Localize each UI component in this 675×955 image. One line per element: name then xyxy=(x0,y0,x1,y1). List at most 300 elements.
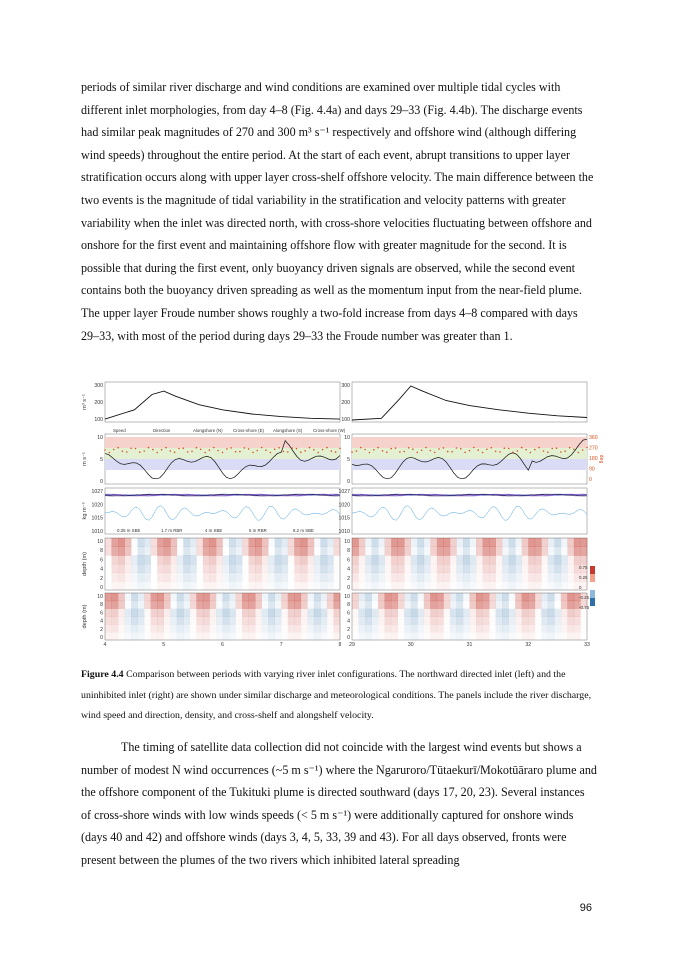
velocity-cell xyxy=(437,547,444,556)
velocity-cell xyxy=(522,564,529,573)
velocity-cell xyxy=(483,573,490,582)
velocity-cell xyxy=(268,538,275,547)
density-line-1-0 xyxy=(352,506,587,521)
depth-tick-a-1-3: 4 xyxy=(347,566,350,573)
velocity-cell xyxy=(502,564,509,573)
velocity-cell xyxy=(229,581,236,590)
direction-dot xyxy=(226,448,228,450)
depth-tick-a-0-4: 2 xyxy=(100,575,103,582)
velocity-cell xyxy=(236,564,243,573)
velocity-cell xyxy=(314,564,321,573)
colorbar-tick-1: 0.25 xyxy=(579,575,588,580)
velocity-cell xyxy=(535,624,542,632)
velocity-cell xyxy=(262,609,269,617)
velocity-cell xyxy=(509,601,516,609)
velocity-cell xyxy=(334,581,341,590)
velocity-cell xyxy=(249,564,256,573)
velocity-cell xyxy=(411,581,418,590)
direction-dot xyxy=(230,447,232,449)
velocity-cell xyxy=(262,547,269,556)
velocity-cell xyxy=(515,601,522,609)
direction-dot xyxy=(130,448,132,450)
velocity-cell xyxy=(177,617,184,625)
velocity-cell xyxy=(378,581,385,590)
velocity-cell xyxy=(437,573,444,582)
velocity-cell xyxy=(443,632,450,640)
velocity-cell xyxy=(294,547,301,556)
velocity-cell xyxy=(190,593,197,601)
discharge-tick-1-2: 100 xyxy=(341,417,350,423)
velocity-cell xyxy=(281,538,288,547)
velocity-cell xyxy=(502,617,509,625)
velocity-cell xyxy=(352,617,359,625)
velocity-cell xyxy=(183,601,190,609)
direction-dot xyxy=(322,449,324,451)
direction-dot xyxy=(183,447,185,449)
colorbar-tick-4: -0.75 xyxy=(579,605,590,610)
velocity-cell xyxy=(430,555,437,564)
velocity-cell xyxy=(567,593,574,601)
velocity-cell xyxy=(131,601,138,609)
direction-dot xyxy=(482,452,484,454)
velocity-cell xyxy=(359,555,366,564)
direction-dot xyxy=(412,448,414,450)
velocity-cell xyxy=(307,609,314,617)
velocity-cell xyxy=(581,555,588,564)
wind-ylabel: m s⁻¹ xyxy=(82,452,88,466)
velocity-cell xyxy=(470,573,477,582)
wind-legend-4: Alongshore (S) xyxy=(273,428,303,433)
velocity-cell xyxy=(229,538,236,547)
velocity-cell xyxy=(288,593,295,601)
velocity-cell xyxy=(262,624,269,632)
velocity-cell xyxy=(502,593,509,601)
velocity-cell xyxy=(496,581,503,590)
direction-dot xyxy=(534,449,536,451)
velocity-cell xyxy=(236,609,243,617)
velocity-cell xyxy=(105,564,112,573)
velocity-cell xyxy=(411,564,418,573)
velocity-cell xyxy=(489,547,496,556)
velocity-cell xyxy=(404,581,411,590)
direction-dot xyxy=(460,448,462,450)
velocity-cell xyxy=(535,564,542,573)
caption-label: Figure 4.4 xyxy=(81,669,124,680)
velocity-cell xyxy=(183,547,190,556)
velocity-cell xyxy=(443,547,450,556)
velocity-cell xyxy=(476,555,483,564)
wind-tick-0-0: 10 xyxy=(97,435,103,441)
velocity-cell xyxy=(203,593,210,601)
velocity-cell xyxy=(262,581,269,590)
velocity-cell xyxy=(223,609,230,617)
velocity-cell xyxy=(463,609,470,617)
direction-dot xyxy=(403,451,405,453)
velocity-cell xyxy=(541,601,548,609)
velocity-cell xyxy=(496,555,503,564)
direction-dot xyxy=(335,451,337,453)
velocity-cell xyxy=(151,624,158,632)
velocity-cell xyxy=(522,555,529,564)
colorbar-segment xyxy=(590,566,595,574)
velocity-cell xyxy=(301,547,308,556)
velocity-cell xyxy=(307,632,314,640)
velocity-cell xyxy=(496,624,503,632)
velocity-cell xyxy=(574,632,581,640)
velocity-cell xyxy=(334,555,341,564)
velocity-cell xyxy=(183,632,190,640)
direction-dot xyxy=(239,451,241,453)
velocity-cell xyxy=(288,624,295,632)
direction-dot xyxy=(564,450,566,452)
velocity-cell xyxy=(255,617,262,625)
direction-dot xyxy=(283,451,285,453)
velocity-cell xyxy=(385,601,392,609)
velocity-cell xyxy=(177,601,184,609)
velocity-cell xyxy=(470,632,477,640)
velocity-cell xyxy=(209,609,216,617)
velocity-cell xyxy=(223,547,230,556)
velocity-cell xyxy=(411,632,418,640)
velocity-cell xyxy=(502,601,509,609)
velocity-cell xyxy=(320,624,327,632)
velocity-cell xyxy=(535,617,542,625)
velocity-cell xyxy=(157,581,164,590)
velocity-cell xyxy=(430,573,437,582)
direction-dot xyxy=(309,447,311,449)
velocity-cell xyxy=(489,624,496,632)
density-ylabel: kg m⁻³ xyxy=(82,502,88,520)
velocity-cell xyxy=(398,624,405,632)
velocity-cell xyxy=(456,624,463,632)
velocity-cell xyxy=(424,564,431,573)
velocity-cell xyxy=(216,624,223,632)
velocity-cell xyxy=(509,564,516,573)
velocity-cell xyxy=(151,593,158,601)
velocity-cell xyxy=(183,624,190,632)
velocity-cell xyxy=(404,601,411,609)
velocity-cell xyxy=(144,632,151,640)
velocity-cell xyxy=(424,547,431,556)
velocity-cell xyxy=(281,547,288,556)
density-tick-1-2: 1015 xyxy=(338,515,350,522)
direction-dot xyxy=(451,451,453,453)
velocity-cell xyxy=(470,593,477,601)
velocity-cell xyxy=(522,609,529,617)
velocity-cell xyxy=(430,617,437,625)
velocity-cell xyxy=(574,555,581,564)
velocity-cell xyxy=(450,538,457,547)
velocity-cell xyxy=(320,601,327,609)
velocity-cell xyxy=(398,617,405,625)
velocity-cell xyxy=(307,601,314,609)
velocity-cell xyxy=(268,609,275,617)
density-line-0-0 xyxy=(105,506,340,521)
velocity-cell xyxy=(476,632,483,640)
velocity-cell xyxy=(105,593,112,601)
velocity-cell xyxy=(314,632,321,640)
velocity-cell xyxy=(144,581,151,590)
velocity-cell xyxy=(404,617,411,625)
wind-legend-2: Alongshore (N) xyxy=(193,428,223,433)
velocity-cell xyxy=(548,601,555,609)
velocity-cell xyxy=(541,581,548,590)
velocity-cell xyxy=(334,617,341,625)
velocity-cell xyxy=(183,538,190,547)
velocity-cell xyxy=(334,573,341,582)
velocity-cell xyxy=(170,617,177,625)
velocity-cell xyxy=(327,624,334,632)
velocity-cell xyxy=(144,547,151,556)
velocity-cell xyxy=(229,555,236,564)
velocity-cell xyxy=(411,555,418,564)
velocity-cell xyxy=(334,538,341,547)
velocity-cell xyxy=(567,624,574,632)
velocity-cell xyxy=(359,632,366,640)
velocity-cell xyxy=(131,564,138,573)
direction-dot xyxy=(339,448,341,450)
velocity-cell xyxy=(515,593,522,601)
velocity-cell xyxy=(528,581,535,590)
velocity-cell xyxy=(255,632,262,640)
depth-tick-b-1-3: 4 xyxy=(347,618,350,625)
velocity-cell xyxy=(138,555,145,564)
velocity-cell xyxy=(112,617,119,625)
velocity-cell xyxy=(216,609,223,617)
velocity-cell xyxy=(528,538,535,547)
velocity-cell xyxy=(314,601,321,609)
velocity-cell xyxy=(365,538,372,547)
velocity-cell xyxy=(515,632,522,640)
day-tick-right-0: 29 xyxy=(349,642,355,648)
velocity-cell xyxy=(509,617,516,625)
velocity-cell xyxy=(268,573,275,582)
velocity-cell xyxy=(470,564,477,573)
velocity-cell xyxy=(125,564,132,573)
velocity-cell xyxy=(118,601,125,609)
velocity-cell xyxy=(249,555,256,564)
velocity-cell xyxy=(385,547,392,556)
velocity-cell xyxy=(437,609,444,617)
band-n-1 xyxy=(352,437,587,448)
velocity-cell xyxy=(404,609,411,617)
velocity-cell xyxy=(424,624,431,632)
velocity-cell xyxy=(424,601,431,609)
velocity-cell xyxy=(391,547,398,556)
velocity-cell xyxy=(463,593,470,601)
velocity-cell xyxy=(281,581,288,590)
velocity-cell xyxy=(249,601,256,609)
velocity-cell xyxy=(320,581,327,590)
velocity-cell xyxy=(398,538,405,547)
velocity-cell xyxy=(554,609,561,617)
velocity-cell xyxy=(398,593,405,601)
velocity-cell xyxy=(236,632,243,640)
velocity-cell xyxy=(249,617,256,625)
velocity-cell xyxy=(456,547,463,556)
velocity-cell xyxy=(125,581,132,590)
direction-dot xyxy=(143,450,145,452)
velocity-cell xyxy=(105,632,112,640)
direction-dot xyxy=(578,452,580,454)
wind-legend-0: Speed xyxy=(113,428,126,433)
velocity-cell xyxy=(476,573,483,582)
velocity-cell xyxy=(391,564,398,573)
discharge-line-left xyxy=(105,391,340,419)
velocity-cell xyxy=(365,609,372,617)
velocity-cell xyxy=(183,581,190,590)
velocity-cell xyxy=(483,555,490,564)
direction-dot xyxy=(152,449,154,451)
velocity-cell xyxy=(177,593,184,601)
velocity-cell xyxy=(131,547,138,556)
velocity-cell xyxy=(404,564,411,573)
velocity-cell xyxy=(489,573,496,582)
velocity-cell xyxy=(496,593,503,601)
velocity-cell xyxy=(236,624,243,632)
velocity-cell xyxy=(548,538,555,547)
velocity-cell xyxy=(365,624,372,632)
direction-dot xyxy=(261,447,263,449)
velocity-cell xyxy=(281,564,288,573)
velocity-cell xyxy=(112,581,119,590)
direction-dot xyxy=(473,447,475,449)
velocity-cell xyxy=(144,593,151,601)
velocity-cell xyxy=(183,573,190,582)
velocity-cell xyxy=(424,538,431,547)
day-tick-left-3: 7 xyxy=(279,642,283,648)
velocity-cell xyxy=(456,593,463,601)
velocity-cell xyxy=(365,581,372,590)
velocity-cell xyxy=(105,601,112,609)
velocity-cell xyxy=(314,617,321,625)
velocity-cell xyxy=(229,564,236,573)
velocity-cell xyxy=(483,601,490,609)
velocity-cell xyxy=(170,581,177,590)
velocity-cell xyxy=(489,555,496,564)
velocity-cell xyxy=(554,593,561,601)
velocity-cell xyxy=(509,555,516,564)
velocity-cell xyxy=(470,624,477,632)
velocity-cell xyxy=(554,573,561,582)
velocity-cell xyxy=(118,624,125,632)
velocity-cell xyxy=(320,573,327,582)
velocity-cell xyxy=(463,538,470,547)
velocity-cell xyxy=(125,617,132,625)
velocity-cell xyxy=(581,581,588,590)
velocity-cell xyxy=(430,632,437,640)
velocity-cell xyxy=(398,573,405,582)
velocity-cell xyxy=(391,617,398,625)
velocity-cell xyxy=(483,538,490,547)
velocity-cell xyxy=(443,564,450,573)
velocity-cell xyxy=(301,581,308,590)
velocity-cell xyxy=(307,617,314,625)
band-n-0 xyxy=(105,437,340,448)
velocity-cell xyxy=(112,538,119,547)
velocity-cell xyxy=(450,564,457,573)
velocity-field-u1-0 xyxy=(105,538,340,590)
velocity-cell xyxy=(144,609,151,617)
velocity-cell xyxy=(398,555,405,564)
velocity-cell xyxy=(275,624,282,632)
velocity-cell xyxy=(450,632,457,640)
day-tick-right-3: 32 xyxy=(525,642,532,648)
velocity-cell xyxy=(567,581,574,590)
velocity-cell xyxy=(496,601,503,609)
velocity-cell xyxy=(190,538,197,547)
velocity-cell xyxy=(567,601,574,609)
direction-dot xyxy=(313,449,315,451)
velocity-cell xyxy=(301,573,308,582)
velocity-cell xyxy=(327,601,334,609)
direction-dot xyxy=(270,452,272,454)
velocity-cell xyxy=(164,573,171,582)
velocity-cell xyxy=(268,632,275,640)
velocity-cell xyxy=(417,538,424,547)
velocity-cell xyxy=(262,538,269,547)
direction-dot xyxy=(244,447,246,449)
velocity-cell xyxy=(236,593,243,601)
day-tick-right-4: 33 xyxy=(584,642,590,648)
direction-dot xyxy=(395,447,397,449)
velocity-cell xyxy=(378,601,385,609)
velocity-cell xyxy=(229,547,236,556)
velocity-cell xyxy=(450,581,457,590)
depth-tick-b-1-0: 10 xyxy=(344,594,350,600)
velocity-cell xyxy=(229,593,236,601)
velocity-cell xyxy=(450,573,457,582)
velocity-cell xyxy=(404,547,411,556)
wind-legend-5: Cross-shore (W) xyxy=(313,428,346,433)
direction-dot xyxy=(504,447,506,449)
depth-tick-b-1-1: 8 xyxy=(347,602,350,609)
velocity-cell xyxy=(177,581,184,590)
velocity-cell xyxy=(242,555,249,564)
velocity-cell xyxy=(528,564,535,573)
velocity-cell xyxy=(138,624,145,632)
velocity-cell xyxy=(541,573,548,582)
velocity-cell xyxy=(541,555,548,564)
direction-dot xyxy=(257,450,259,452)
velocity-cell xyxy=(131,593,138,601)
velocity-cell xyxy=(196,609,203,617)
velocity-cell xyxy=(378,609,385,617)
velocity-cell xyxy=(249,573,256,582)
velocity-cell xyxy=(255,573,262,582)
velocity-cell xyxy=(554,624,561,632)
velocity-cell xyxy=(574,538,581,547)
velocity-cell xyxy=(196,632,203,640)
velocity-cell xyxy=(398,564,405,573)
wind-legend-3: Cross-shore (E) xyxy=(233,428,264,433)
velocity-cell xyxy=(236,573,243,582)
discharge-line-right xyxy=(352,386,587,420)
velocity-cell xyxy=(301,601,308,609)
velocity-cell xyxy=(268,581,275,590)
depth-tick-a-1-4: 2 xyxy=(347,575,350,582)
velocity-cell xyxy=(170,609,177,617)
velocity-cell xyxy=(535,601,542,609)
velocity-cell xyxy=(424,617,431,625)
velocity-cell xyxy=(164,617,171,625)
direction-dot xyxy=(356,450,358,452)
velocity-cell xyxy=(424,555,431,564)
velocity-cell xyxy=(164,547,171,556)
velocity-cell xyxy=(151,632,158,640)
velocity-cell xyxy=(151,547,158,556)
depth-tick-a-0-5: 0 xyxy=(100,585,103,591)
